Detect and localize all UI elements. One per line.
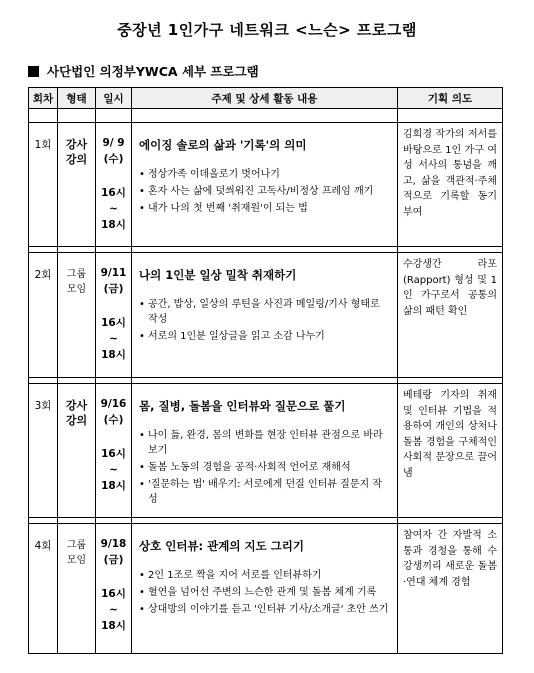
session-number: 3회	[29, 384, 58, 518]
session-type: 강사 강의	[58, 123, 96, 247]
list-item: • 서로의 1인분 일상글을 읽고 소감 나누기	[139, 329, 391, 344]
session-datetime: 9/18 (금) 16시 ~ 18시	[96, 524, 132, 654]
list-item: • '질문하는 법' 배우기: 서로에게 던질 인터뷰 질문지 작성	[139, 477, 391, 507]
table-header-row	[29, 88, 503, 109]
activity-list	[139, 297, 391, 344]
page-title: 중장년 1인가구 네트워크 <느슨> 프로그램	[117, 21, 417, 39]
session-number: 1회	[29, 123, 58, 247]
session-datetime: 9/11 (금) 16시 ~ 18시	[96, 253, 132, 378]
list-item: • 공간, 밥상, 일상의 루틴을 사진과 메일링/기사 형태로 작성	[139, 297, 391, 327]
section-title: 사단법인 의정부YWCA 세부 프로그램	[47, 64, 259, 79]
list-item: • 상대방의 이야기를 듣고 '인터뷰 기사/소개글' 초안 쓰기	[139, 602, 391, 617]
list-item: • 혼자 사는 삶에 덧씌워진 고독사/비정상 프레임 깨기	[139, 184, 391, 199]
header-content: 주제 및 상세 활동 내용	[132, 88, 398, 109]
header-date: 일시	[96, 88, 132, 109]
activity-list	[139, 428, 391, 507]
header-type: 형태	[58, 88, 96, 109]
session-intent: 베테랑 기자의 취재 및 인터뷰 기법을 적용하여 개인의 상처나 돌봄 경험을 구체적인 사회적 문장으로 끌어냄	[398, 384, 503, 518]
session-topic: 에이징 솔로의 삶과 '기록'의 의미	[139, 138, 307, 152]
session-number: 4회	[29, 524, 58, 654]
session-content	[132, 524, 398, 654]
table-row	[29, 524, 503, 654]
session-type: 그룹 모임	[58, 524, 96, 654]
table-row	[29, 123, 503, 247]
list-item: • 정상가족 이데올로기 벗어나기	[139, 167, 391, 182]
spacer-row	[29, 109, 503, 123]
program-table	[28, 87, 503, 654]
session-topic: 몸, 질병, 돌봄을 인터뷰와 질문으로 풀기	[139, 399, 346, 413]
session-datetime: 9/16 (수) 16시 ~ 18시	[96, 384, 132, 518]
session-type: 강사 강의	[58, 384, 96, 518]
session-type: 그룹 모임	[58, 253, 96, 378]
header-no: 회차	[29, 88, 58, 109]
activity-list	[139, 568, 391, 617]
session-intent: 김희경 작가의 저서를 바탕으로 1인 가구 여성 서사의 통념을 깨고, 삶을 객관적·주체적으로 기록할 동기 부여	[398, 123, 503, 247]
list-item: • 내가 나의 첫 번째 '취재원'이 되는 법	[139, 201, 391, 216]
table-row	[29, 253, 503, 378]
list-item: • 2인 1조로 짝을 지어 서로를 인터뷰하기	[139, 568, 391, 583]
session-datetime: 9/ 9 (수) 16시 ~ 18시	[96, 123, 132, 247]
session-content	[132, 384, 398, 518]
table-row	[29, 384, 503, 518]
session-topic: 나의 1인분 일상 밀착 취재하기	[139, 268, 297, 282]
header-intent: 기획 의도	[398, 88, 503, 109]
session-content	[132, 123, 398, 247]
square-bullet-icon	[28, 66, 39, 77]
session-content	[132, 253, 398, 378]
session-intent: 수강생간 라포(Rapport) 형성 및 1인 가구로서 공통의 삶의 패턴 확인	[398, 253, 503, 378]
list-item: • 나이 듦, 완경, 몸의 변화를 현장 인터뷰 관점으로 바라보기	[139, 428, 391, 458]
list-item: • 돌봄 노동의 경험을 공적·사회적 언어로 재해석	[139, 460, 391, 475]
session-intent: 참여자 간 자발적 소통과 경청을 통해 수강생끼리 새로운 돌봄·연대 체계 경험	[398, 524, 503, 654]
session-topic: 상호 인터뷰: 관계의 지도 그리기	[139, 539, 305, 553]
list-item: • 혈연을 넘어선 주변의 느슨한 관계 및 돌봄 체계 기록	[139, 585, 391, 600]
session-number: 2회	[29, 253, 58, 378]
section-heading	[28, 62, 259, 80]
activity-list	[139, 167, 391, 216]
